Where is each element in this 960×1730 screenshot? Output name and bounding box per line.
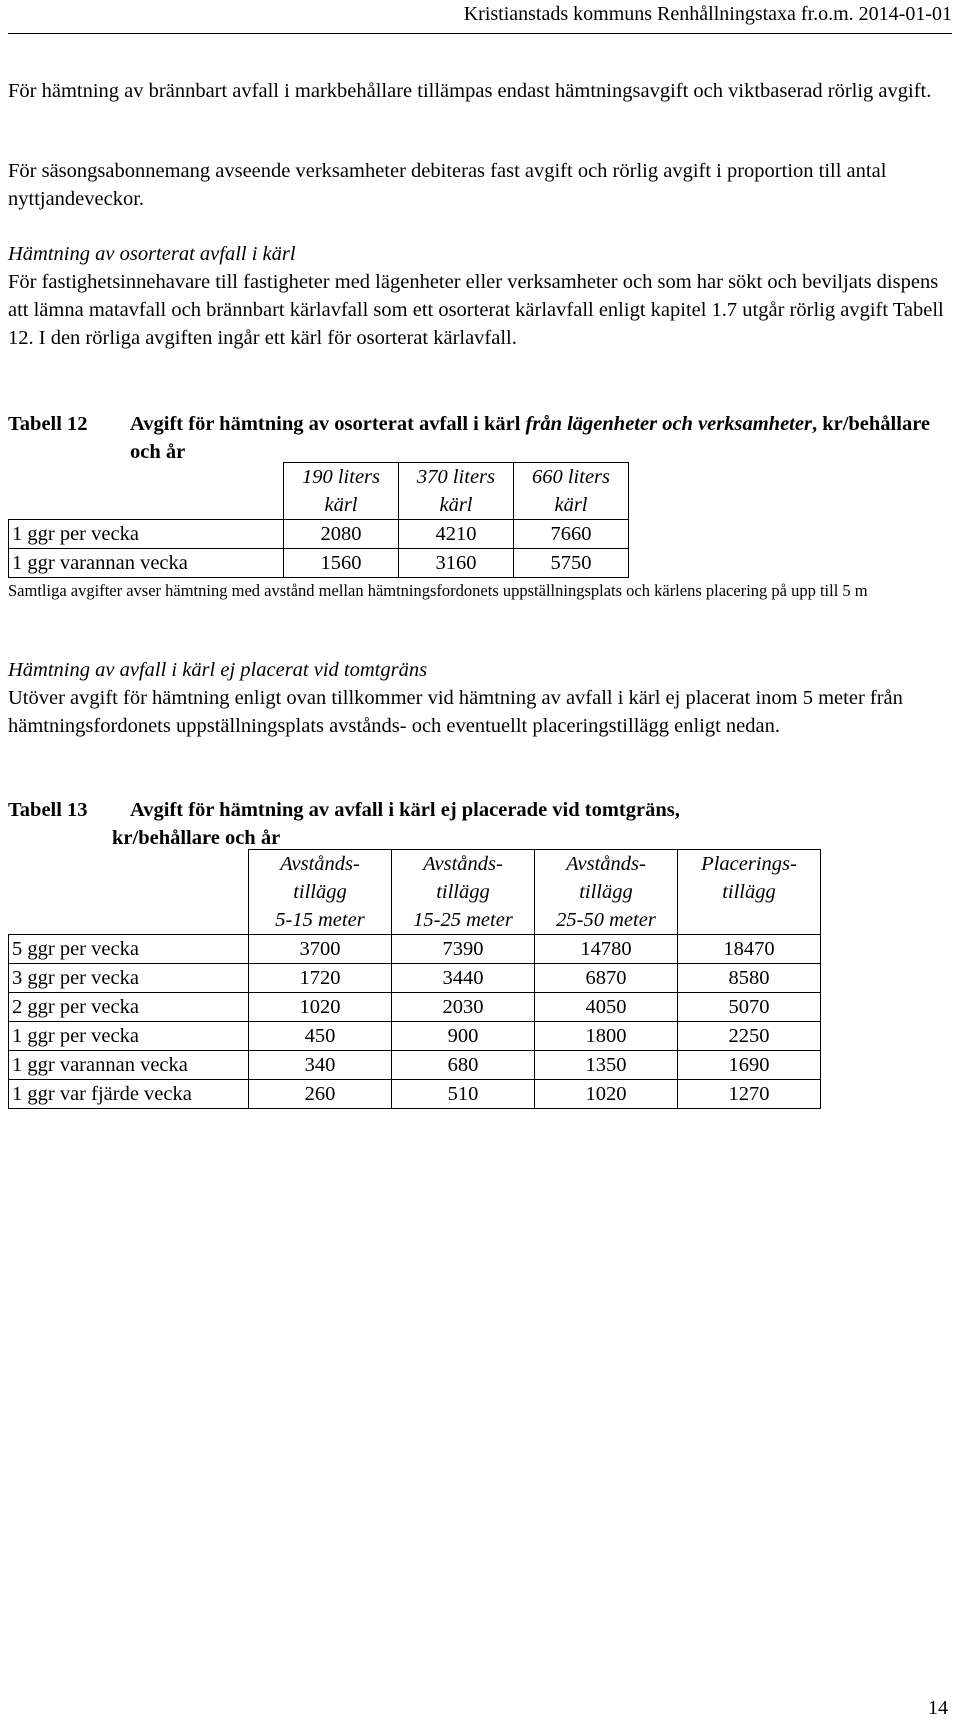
table12-col-660: 660 liters kärl	[514, 463, 629, 520]
table13-caption-line1: Avgift för hämtning av avfall i kärl ej placerade vid tomtgräns,	[130, 799, 680, 821]
heading-osorterat: Hämtning av osorterat avfall i kärl	[8, 243, 296, 265]
table-row: 1 ggr per vecka 2080 4210 7660	[9, 520, 629, 549]
paragraph-ej-placerat: Utöver avgift för hämtning enligt ovan tillkommer vid hämtning av avfall i kärl ej placerat inom 5 meter från hämtningsfordonets uppställningsplats avstånds- och eventuellt placeringstillägg enligt nedan.	[8, 687, 903, 737]
paragraph-brannbart: För hämtning av brännbart avfall i markbehållare tillämpas endast hämtningsavgift och viktbaserad rörlig avgift.	[8, 80, 932, 102]
table-row: 2 ggr per vecka 1020 2030 4050 5070	[9, 993, 821, 1022]
table-row: 5 ggr per vecka 3700 7390 14780 18470	[9, 935, 821, 964]
table13-caption-line2: kr/behållare och år	[112, 827, 281, 849]
table12-col-190: 190 liters kärl	[284, 463, 399, 520]
table-row: 1 ggr var fjärde vecka 260 510 1020 1270	[9, 1080, 821, 1109]
table12-label: Tabell 12	[8, 413, 88, 435]
table13-label: Tabell 13	[8, 799, 88, 821]
table-row: 3 ggr per vecka 1720 3440 6870 8580	[9, 964, 821, 993]
page-header: Kristianstads kommuns Renhållningstaxa fr.o.m. 2014-01-01	[463, 3, 952, 25]
page-number: 14	[928, 1697, 948, 1719]
table12-col-370: 370 liters kärl	[399, 463, 514, 520]
table13-col-placering: Placerings- tillägg	[678, 850, 821, 935]
header-rule	[8, 33, 952, 34]
heading-ej-placerat: Hämtning av avfall i kärl ej placerat vid tomtgräns	[8, 659, 428, 681]
table13-col-25-50: Avstånds- tillägg 25-50 meter	[535, 850, 678, 935]
table-row: 1 ggr per vecka 450 900 1800 2250	[9, 1022, 821, 1051]
table13-col-15-25: Avstånds- tillägg 15-25 meter	[392, 850, 535, 935]
table12-caption: Avgift för hämtning av osorterat avfall i kärl från lägenheter och verksamheter, kr/behållare och år	[130, 413, 931, 463]
table12-note: Samtliga avgifter avser hämtning med avstånd mellan hämtningsfordonets uppställningsplats och kärlens placering på upp till 5 m	[8, 581, 868, 600]
table12	[8, 462, 629, 578]
paragraph-osorterat: För fastighetsinnehavare till fastigheter med lägenheter eller verksamheter och som har sökt och beviljats dispens att lämna matavfall och brännbart kärlavfall som ett osorterat kärlavfall enligt kapitel 1.7 utgår rörlig avgift Tabell 12. I den rörliga avgiften ingår ett kärl för osorterat kärlavfall.	[8, 271, 944, 349]
table13	[8, 849, 821, 1109]
table-row: 1 ggr varannan vecka 340 680 1350 1690	[9, 1051, 821, 1080]
table13-col-5-15: Avstånds- tillägg 5-15 meter	[249, 850, 392, 935]
paragraph-sasongsabonnemang: För säsongsabonnemang avseende verksamheter debiteras fast avgift och rörlig avgift i proportion till antal nyttjandeveckor.	[8, 160, 887, 210]
table-row: 1 ggr varannan vecka 1560 3160 5750	[9, 549, 629, 578]
